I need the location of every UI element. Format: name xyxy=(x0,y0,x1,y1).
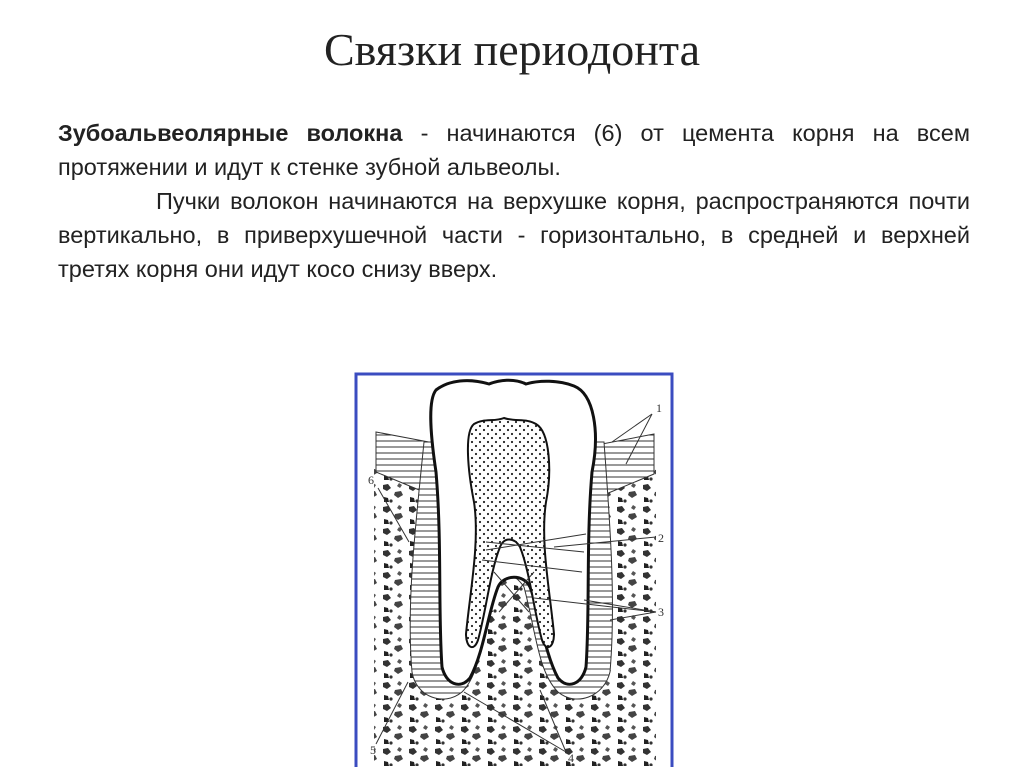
tooth-periodontium-figure xyxy=(354,372,674,767)
label-1: 1 xyxy=(656,401,662,415)
label-3: 3 xyxy=(658,605,664,619)
paragraph-1-text: - начинаются (6) от цемента корня на всем протяжении и идут к стенке зубной альвеолы. xyxy=(58,120,970,180)
paragraph-2: Пучки волокон начинаются на верхушке корня, распространяются почти вертикально, в приверхушечной части - горизонтально, в средней и верхней третях корня они идут косо снизу вверх. xyxy=(58,188,970,282)
term-dentoalveolar-fibers: Зубоальвеолярные волокна xyxy=(58,120,403,146)
label-5: 5 xyxy=(370,743,376,757)
label-2: 2 xyxy=(658,531,664,545)
label-6: 6 xyxy=(368,473,374,487)
slide-title: Связки периодонта xyxy=(323,24,701,75)
paragraph-1 xyxy=(58,116,970,184)
body-text xyxy=(58,116,970,286)
label-4: 4 xyxy=(568,751,574,765)
